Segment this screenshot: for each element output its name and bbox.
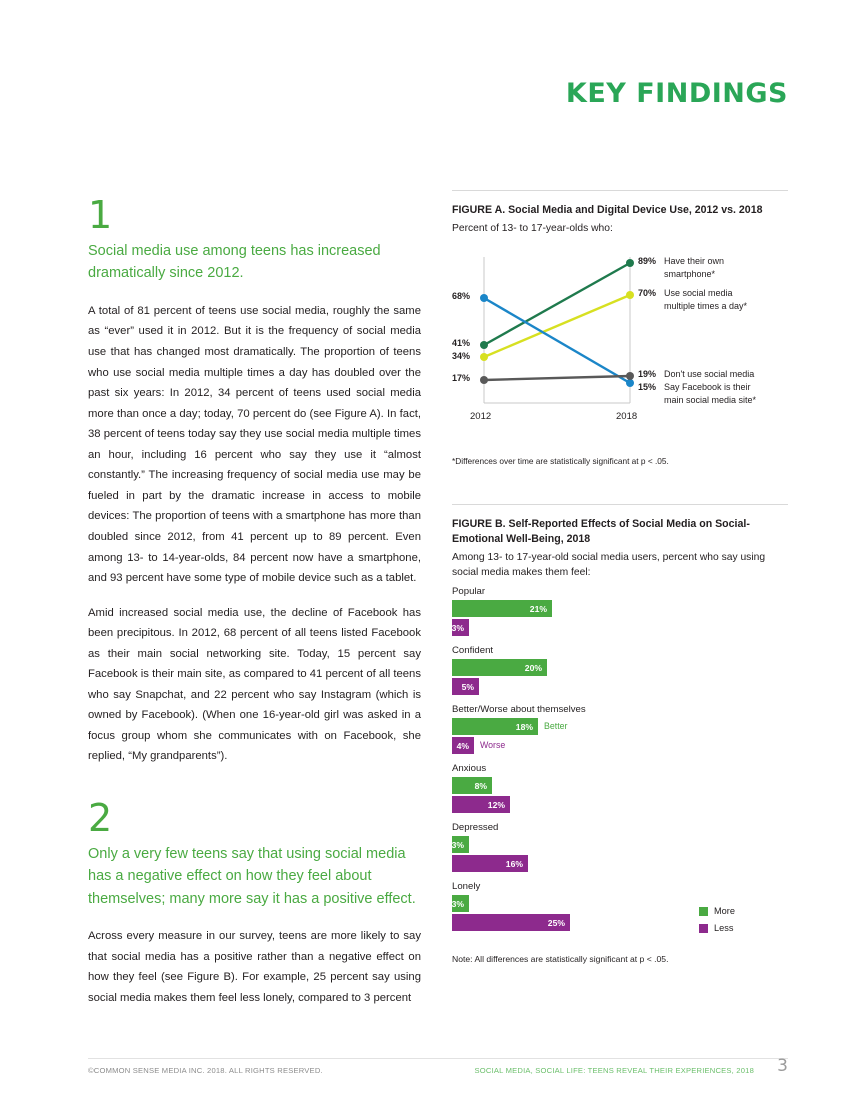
body-paragraph: Amid increased social media use, the decline of Facebook has been precipitous. In 2012, 68 percent of all teens listed Facebook as their main social networking site. Today, 15 percent say Facebook is their main site, as compared to 41 percent of all teens who say Snapchat, and 22 percent who say Instagram (which is owned by Facebook). (When one 16-year-old girl was asked in a focus group whom she communicates with on Facebook, she replied, “My grandparents”).	[88, 606, 421, 763]
section-numeral: 2	[88, 795, 113, 840]
figure-a-title: FIGURE A. Social Media and Digital Device Use, 2012 vs. 2018	[452, 204, 763, 216]
legend-swatch-more-icon	[699, 907, 708, 916]
bar-value: 25%	[547, 917, 565, 928]
figure-a-note	[452, 456, 788, 468]
bar-value: 4%	[456, 740, 469, 751]
figure-a-end-label-smartphone: 89%	[638, 255, 657, 266]
figure-b-chart	[452, 586, 788, 940]
legend-item-less	[699, 923, 733, 933]
figure-a-end-label-multiple: 70%	[638, 287, 657, 298]
bar-value: 5%	[461, 681, 474, 692]
bar-less	[452, 619, 469, 636]
footer-copyright: ©COMMON SENSE MEDIA INC. 2018. ALL RIGHTS RESERVED.	[88, 1066, 323, 1075]
legend-swatch-less-icon	[699, 924, 708, 933]
body-paragraph: A total of 81 percent of teens use social media, roughly the same as “ever” used it in 2012. But it is the frequency of social media use that has changed most dramatically. The proportion of teens who use social media multiple times a day has doubled over the past six years: In 2012, 34 percent of teens used social media more than once a day; today, 70 percent do (see Figure A). In fact, 38 percent of teens today say they use social media multiple times an hour, including 16 percent who say they use it “almost constantly.” The increasing frequency of social media use may be fueled in part by the dramatic increase in access to mobile devices: The proportion of teens with a smartphone has more than doubled since 2012, from 41 percent up to 89 percent. Even among 13- to 14-year-olds, 84 percent now have a smartphone, and 93 percent have some type of mobile device such as a tablet.	[88, 304, 421, 585]
bar-suffix-worse: Worse	[480, 740, 506, 751]
bar-suffix-better: Better	[544, 721, 568, 732]
figure-a-series-label-multiple: Use social media multiple times a day*	[664, 287, 748, 311]
legend-label-more: More	[714, 906, 735, 917]
bar-row	[452, 678, 788, 695]
section-lede: Only a very few teens say that using social media has a negative effect on how they feel about themselves; many more say it has a positive effect.	[88, 845, 416, 907]
bar-row	[452, 600, 788, 617]
figure-a-series-label-smartphone: Have their own smartphone*	[664, 255, 725, 279]
figure-a-subtitle: Percent of 13- to 17-year-olds who:	[452, 223, 613, 235]
bar-row	[452, 718, 788, 735]
figure-a-start-label-multiple: 34%	[452, 350, 471, 361]
bar-value: 21%	[529, 603, 547, 614]
figure-b-title: FIGURE B. Self-Reported Effects of Social Media on Social-Emotional Well-Being, 2018	[452, 517, 750, 545]
bar-more	[452, 777, 492, 794]
bar-more	[452, 718, 538, 735]
figure-a-start-label-dontuse: 17%	[452, 372, 471, 383]
figure-b-note: Note: All differences are statistically significant at p < .05.	[452, 954, 669, 965]
bar-group	[452, 704, 788, 754]
figure-a-divider	[452, 190, 788, 191]
bar-less	[452, 796, 510, 813]
bar-row	[452, 777, 788, 794]
section-lede: Social media use among teens has increased dramatically since 2012.	[88, 243, 381, 282]
bar-group-label: Confident	[452, 645, 494, 657]
figure-a-chart	[452, 243, 788, 448]
figure-b-divider	[452, 504, 788, 505]
bar-group	[452, 822, 788, 872]
bar-more	[452, 600, 552, 617]
section-numeral: 1	[88, 193, 113, 237]
figure-a-end-label-dontuse: 19%	[638, 368, 657, 379]
footer-page-number: 3	[777, 1056, 788, 1076]
section-two	[88, 795, 421, 1009]
body-paragraph: Across every measure in our survey, teens are more likely to say that social media has a positive rather than a negative effect on how they feel (see Figure B). For example, 25 percent say using social media makes them feel less lonely, compared to 3 percent	[88, 930, 421, 1005]
bar-more	[452, 836, 469, 853]
bar-row	[452, 855, 788, 872]
figure-a-series-label-dontuse: Don't use social media	[664, 368, 755, 379]
figure-a-series-label-facebook: Say Facebook is their main social media site*	[664, 381, 757, 405]
bar-group	[452, 586, 788, 636]
bar-value: 3%	[451, 839, 464, 850]
bar-value: 12%	[487, 799, 505, 810]
figure-b-subtitle: Among 13- to 17-year-old social media users, percent who say using social media makes them feel:	[452, 551, 766, 578]
figure-a-start-label-facebook: 68%	[452, 290, 471, 301]
footer-divider	[88, 1058, 788, 1059]
figure-a-start-label-smartphone: 41%	[452, 337, 471, 348]
bar-group-label: Depressed	[452, 822, 499, 834]
bar-less	[452, 737, 474, 754]
footer-report-title: SOCIAL MEDIA, SOCIAL LIFE: TEENS REVEAL THEIR EXPERIENCES, 2018	[474, 1066, 754, 1075]
figure-b-legend	[452, 906, 788, 940]
bar-group-label: Lonely	[452, 881, 481, 893]
bar-less	[452, 678, 479, 695]
bar-value: 18%	[515, 721, 533, 732]
bar-row	[452, 836, 788, 853]
bar-group-label: Better/Worse about themselves	[452, 704, 586, 716]
bar-value: 20%	[524, 662, 542, 673]
figure-a-xtick-2018: 2018	[616, 410, 638, 422]
bar-group	[452, 645, 788, 695]
bar-value: 3%	[451, 898, 464, 909]
page-title: KEY FINDINGS	[565, 78, 788, 109]
figure-a-xtick-2012: 2012	[470, 410, 492, 422]
bar-group-label: Anxious	[452, 763, 487, 775]
bar-group-label: Popular	[452, 586, 486, 598]
legend-item-more	[699, 906, 735, 916]
bar-less	[452, 855, 528, 872]
bar-row	[452, 796, 788, 813]
figure-a-end-label-facebook: 15%	[638, 381, 657, 392]
bar-value: 3%	[451, 622, 464, 633]
section-one	[88, 193, 421, 767]
bar-row	[452, 619, 788, 636]
bar-row	[452, 659, 788, 676]
bar-more	[452, 659, 547, 676]
bar-row	[452, 737, 788, 754]
bar-group	[452, 763, 788, 813]
bar-value: 8%	[474, 780, 487, 791]
right-figure-column	[452, 190, 788, 973]
left-text-column	[88, 193, 421, 1023]
figure-a-note-text: *Differences over time are statistically significant at p < .05.	[452, 455, 669, 466]
bar-value: 16%	[505, 858, 523, 869]
legend-label-less: Less	[714, 923, 734, 934]
